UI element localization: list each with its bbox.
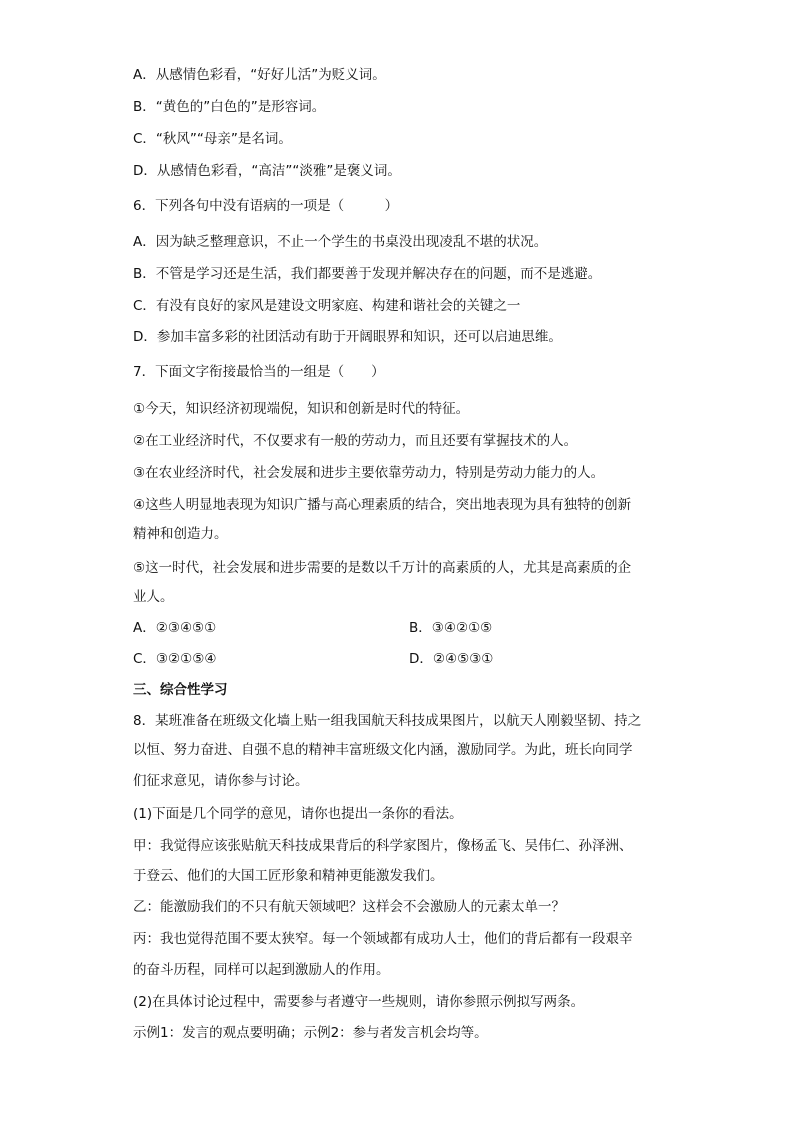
- q7-sentence-1: ①今天，知识经济初现端倪，知识和创新是时代的特征。: [133, 401, 470, 417]
- q6-stem: 6．下列各句中没有语病的一项是（ ）: [133, 198, 399, 214]
- q8-opinion-yi: 乙：能激励我们的不只有航天领域吧？这样会不会激励人的元素太单一？: [133, 899, 565, 915]
- q8-opinion-bing-line-1: 丙：我也觉得范围不要太狭窄。每一个领域都有成功人士，他们的背后都有一段艰辛: [133, 931, 633, 947]
- q8-example: 示例1：发言的观点要明确；示例2：参与者发言机会均等。: [133, 1025, 488, 1041]
- q6-option-d: D．参加丰富多彩的社团活动有助于开阔眼界和知识，还可以启迪思维。: [133, 329, 562, 345]
- q5-option-a: A．从感情色彩看，“好好儿活”为贬义词。: [133, 67, 386, 83]
- q7-sentence-3: ③在农业经济时代，社会发展和进步主要依靠劳动力，特别是劳动力能力的人。: [133, 465, 605, 481]
- q7-option-b: B．③④②①⑤: [409, 620, 493, 636]
- q7-stem: 7．下面文字衔接最恰当的一组是（ ）: [133, 364, 385, 380]
- q8-sub-question-2: (2)在具体讨论过程中，需要参与者遵守一些规则，请你参照示例拟写两条。: [133, 994, 585, 1010]
- q8-stem-line-2: 以恒、努力奋进、自强不息的精神丰富班级文化内涵，激励同学。为此，班长向同学: [133, 742, 633, 758]
- q5-option-b: B．“黄色的”白色的”是形容词。: [133, 99, 326, 115]
- q7-sentence-5-line-2: 业人。: [133, 589, 174, 605]
- q8-stem-line-3: 们征求意见，请你参与讨论。: [133, 773, 309, 789]
- q7-option-c: C．③②①⑤④: [133, 651, 217, 667]
- q6-option-a: A．因为缺乏整理意识，不止一个学生的书桌没出现凌乱不堪的状况。: [133, 234, 548, 250]
- q6-option-c: C．有没有良好的家风是建设文明家庭、构建和谐社会的关键之一: [133, 298, 521, 314]
- q7-sentence-4-line-2: 精神和创造力。: [133, 526, 228, 542]
- q8-sub-question-1: (1)下面是几个同学的意见，请你也提出一条你的看法。: [133, 806, 463, 822]
- q7-option-a: A．②③④⑤①: [133, 620, 217, 636]
- q5-option-c: C．“秋风”“母亲”是名词。: [133, 131, 292, 147]
- q7-sentence-2: ②在工业经济时代，不仅要求有一般的劳动力，而且还要有掌握技术的人。: [133, 433, 578, 449]
- q8-opinion-jia-line-1: 甲：我觉得应该张贴航天科技成果背后的科学家图片，像杨孟飞、吴伟仁、孙泽洲、: [133, 838, 633, 854]
- q8-stem-line-1: 8．某班准备在班级文化墙上贴一组我国航天科技成果图片，以航天人刚毅坚韧、持之: [133, 713, 642, 729]
- q8-opinion-bing-line-2: 的奋斗历程，同样可以起到激励人的作用。: [133, 962, 390, 978]
- q7-option-d: D．②④⑤③①: [409, 651, 494, 667]
- q7-sentence-5-line-1: ⑤这一时代，社会发展和进步需要的是数以千万计的高素质的人，尤其是高素质的企: [133, 560, 632, 576]
- q6-option-b: B．不管是学习还是生活，我们都要善于发现并解决存在的问题，而不是逃避。: [133, 266, 602, 282]
- section-3-heading: 三、综合性学习: [133, 682, 228, 698]
- q5-option-d: D．从感情色彩看，“高洁”“淡雅”是褒义词。: [133, 163, 401, 179]
- q8-opinion-jia-line-2: 于登云、他们的大国工匠形象和精神更能激发我们。: [133, 868, 444, 884]
- q7-sentence-4-line-1: ④这些人明显地表现为知识广播与高心理素质的结合，突出地表现为具有独特的创新: [133, 497, 632, 513]
